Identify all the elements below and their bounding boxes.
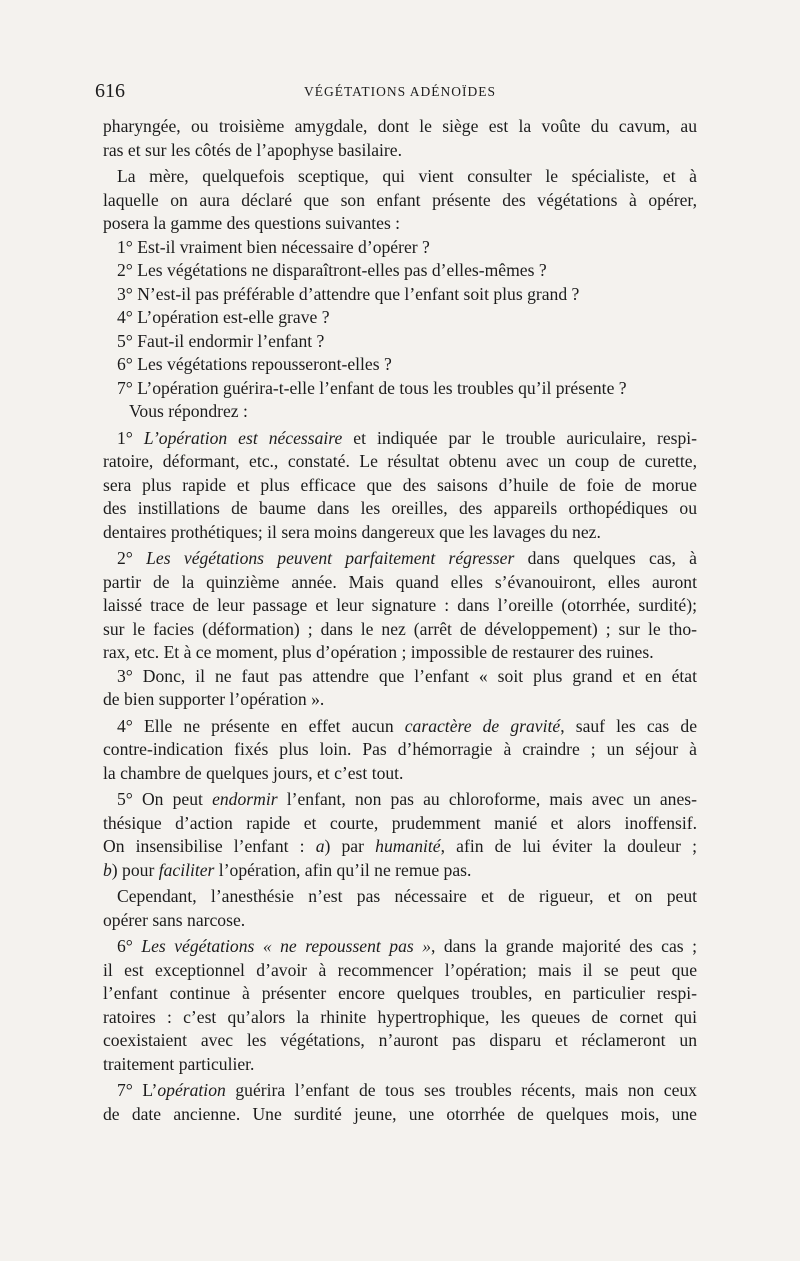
text-run: 6° (117, 936, 142, 956)
italic-run: b (103, 859, 112, 880)
text-run: , sauf les cas de (560, 715, 698, 736)
text-line: Vous répondrez : (129, 401, 248, 421)
text-line: il est exceptionnel d’avoir à recommencer l’opération; mais il se peut que (103, 959, 697, 980)
text-line: posera la gamme des questions suivantes : (103, 213, 401, 233)
page-body (103, 115, 697, 1126)
text-line: traitement particulier. (103, 1053, 255, 1074)
text-run: On insensibilise l’enfant : (103, 836, 316, 856)
text-line: ras et sur les côtés de l’apophyse basilaire. (103, 139, 402, 160)
text-line: de bien supporter l’opération ». (103, 689, 325, 709)
answer-6-line (103, 935, 697, 959)
text-run: ) par (324, 836, 376, 856)
text-line: ratoire, déformant, etc., constaté. Le résultat obtenu avec un coup de curette, (103, 451, 697, 471)
text-line (103, 835, 697, 859)
text-run: 7° L’ (117, 1080, 158, 1100)
text-line: dentaires prothétiques; il sera moins dangereux que les lavages du nez. (103, 521, 601, 542)
text-line: contre-indication fixés plus loin. Pas d’hémorragie à craindre ; un séjour à (103, 739, 697, 759)
text-line: opérer sans narcose. (103, 909, 246, 930)
question-4: 4° L’opération est-elle grave ? (117, 307, 330, 327)
italic-run: faciliter (158, 859, 215, 880)
running-title: VÉGÉTATIONS ADÉNOÏDES (303, 84, 497, 99)
italic-run: opération (157, 1080, 226, 1100)
text-line: sera plus rapide et plus efficace que des saisons d’huile de foie de morue (103, 474, 697, 495)
text-line: Cependant, l’anesthésie n’est pas nécessaire et de rigueur, et on peut (117, 886, 697, 906)
answer-5-line (103, 788, 697, 812)
text-line: laquelle on aura déclaré que son enfant présente des végétations à opérer, (103, 189, 697, 210)
text-run: ) pour (111, 859, 159, 880)
text-line: sur le facies (déformation) ; dans le nez (arrêt de développement) ; sur le tho- (103, 618, 697, 639)
text-run: guérira l’enfant de tous ses troubles récents, mais non ceux (225, 1080, 697, 1100)
italic-run: L’opération est nécessaire (143, 427, 343, 448)
text-line (103, 859, 697, 883)
text-run: dans quelques cas, à (514, 548, 697, 568)
text-run: 1° (117, 427, 144, 448)
text-line: la chambre de quelques jours, et c’est tout. (103, 762, 404, 783)
text-line: des instillations de baume dans les oreilles, des appareils orthopédiques ou (103, 498, 697, 518)
question-1: 1° Est-il vraiment bien nécessaire d’opérer ? (117, 236, 430, 257)
text-run: 4° Elle ne présente en effet aucun (117, 715, 405, 736)
question-2: 2° Les végétations ne disparaîtront-elles pas d’elles-mêmes ? (117, 260, 547, 280)
text-line: de date ancienne. Une surdité jeune, une otorrhée de quelques mois, une (103, 1103, 697, 1124)
text-run: l’opération, afin qu’il ne remue pas. (214, 859, 472, 880)
text-run: et indiquée par le trouble auriculaire, respi- (342, 427, 698, 448)
text-line: laissé trace de leur passage et leur signature : dans l’oreille (otorrhée, surdité); (103, 595, 697, 615)
italic-run: Les végétations « ne repoussent pas » (141, 936, 431, 956)
question-7: 7° L’opération guérira-t-elle l’enfant de tous les troubles qu’il présente ? (117, 377, 627, 398)
text-run: l’enfant, non pas au chloroforme, mais avec un anes- (277, 789, 697, 809)
text-line: thésique d’action rapide et courte, prudemment manié et alors inoffensif. (103, 812, 697, 833)
text-line: rax, etc. Et à ce moment, plus d’opération ; impossible de restaurer des ruines. (103, 642, 654, 662)
question-5: 5° Faut-il endormir l’enfant ? (117, 330, 325, 351)
text-line: partir de la quinzième année. Mais quand elles s’évanouiront, elles auront (103, 571, 697, 592)
answer-4-line (103, 715, 697, 739)
text-line: l’enfant continue à présenter encore quelques troubles, en particulier respi- (103, 983, 697, 1003)
italic-run: Les végétations peuvent parfaitement régresser (146, 548, 515, 568)
text-run: 5° On peut (117, 789, 213, 809)
italic-run: caractère de gravité (404, 715, 561, 736)
text-line: La mère, quelquefois sceptique, qui vient consulter le spécialiste, et à (117, 166, 697, 186)
question-3: 3° N’est-il pas préférable d’attendre que l’enfant soit plus grand ? (117, 283, 580, 304)
answer-3-line: 3° Donc, il ne faut pas attendre que l’enfant « soit plus grand et en état (117, 665, 697, 686)
answer-1-line (103, 427, 697, 451)
text-run: , afin de lui éviter la douleur ; (440, 836, 697, 856)
answer-2-line (103, 547, 697, 571)
text-run: 2° (117, 548, 147, 568)
text-line: ratoires : c’est qu’alors la rhinite hypertrophique, les queues de cornet qui (103, 1006, 697, 1027)
answer-7-line (103, 1079, 697, 1103)
page-number: 616 (95, 80, 125, 102)
italic-run: humanité (375, 836, 441, 856)
page-header (95, 80, 705, 104)
italic-run: endormir (212, 789, 278, 809)
text-line: coexistaient avec les végétations, n’auront pas disparu et réclameront un (103, 1030, 697, 1050)
question-6: 6° Les végétations repousseront-elles ? (117, 354, 392, 374)
italic-run: a (315, 836, 325, 856)
text-line: pharyngée, ou troisième amygdale, dont le siège est la voûte du cavum, au (103, 116, 697, 136)
text-run: , dans la grande majorité des cas ; (431, 936, 698, 956)
